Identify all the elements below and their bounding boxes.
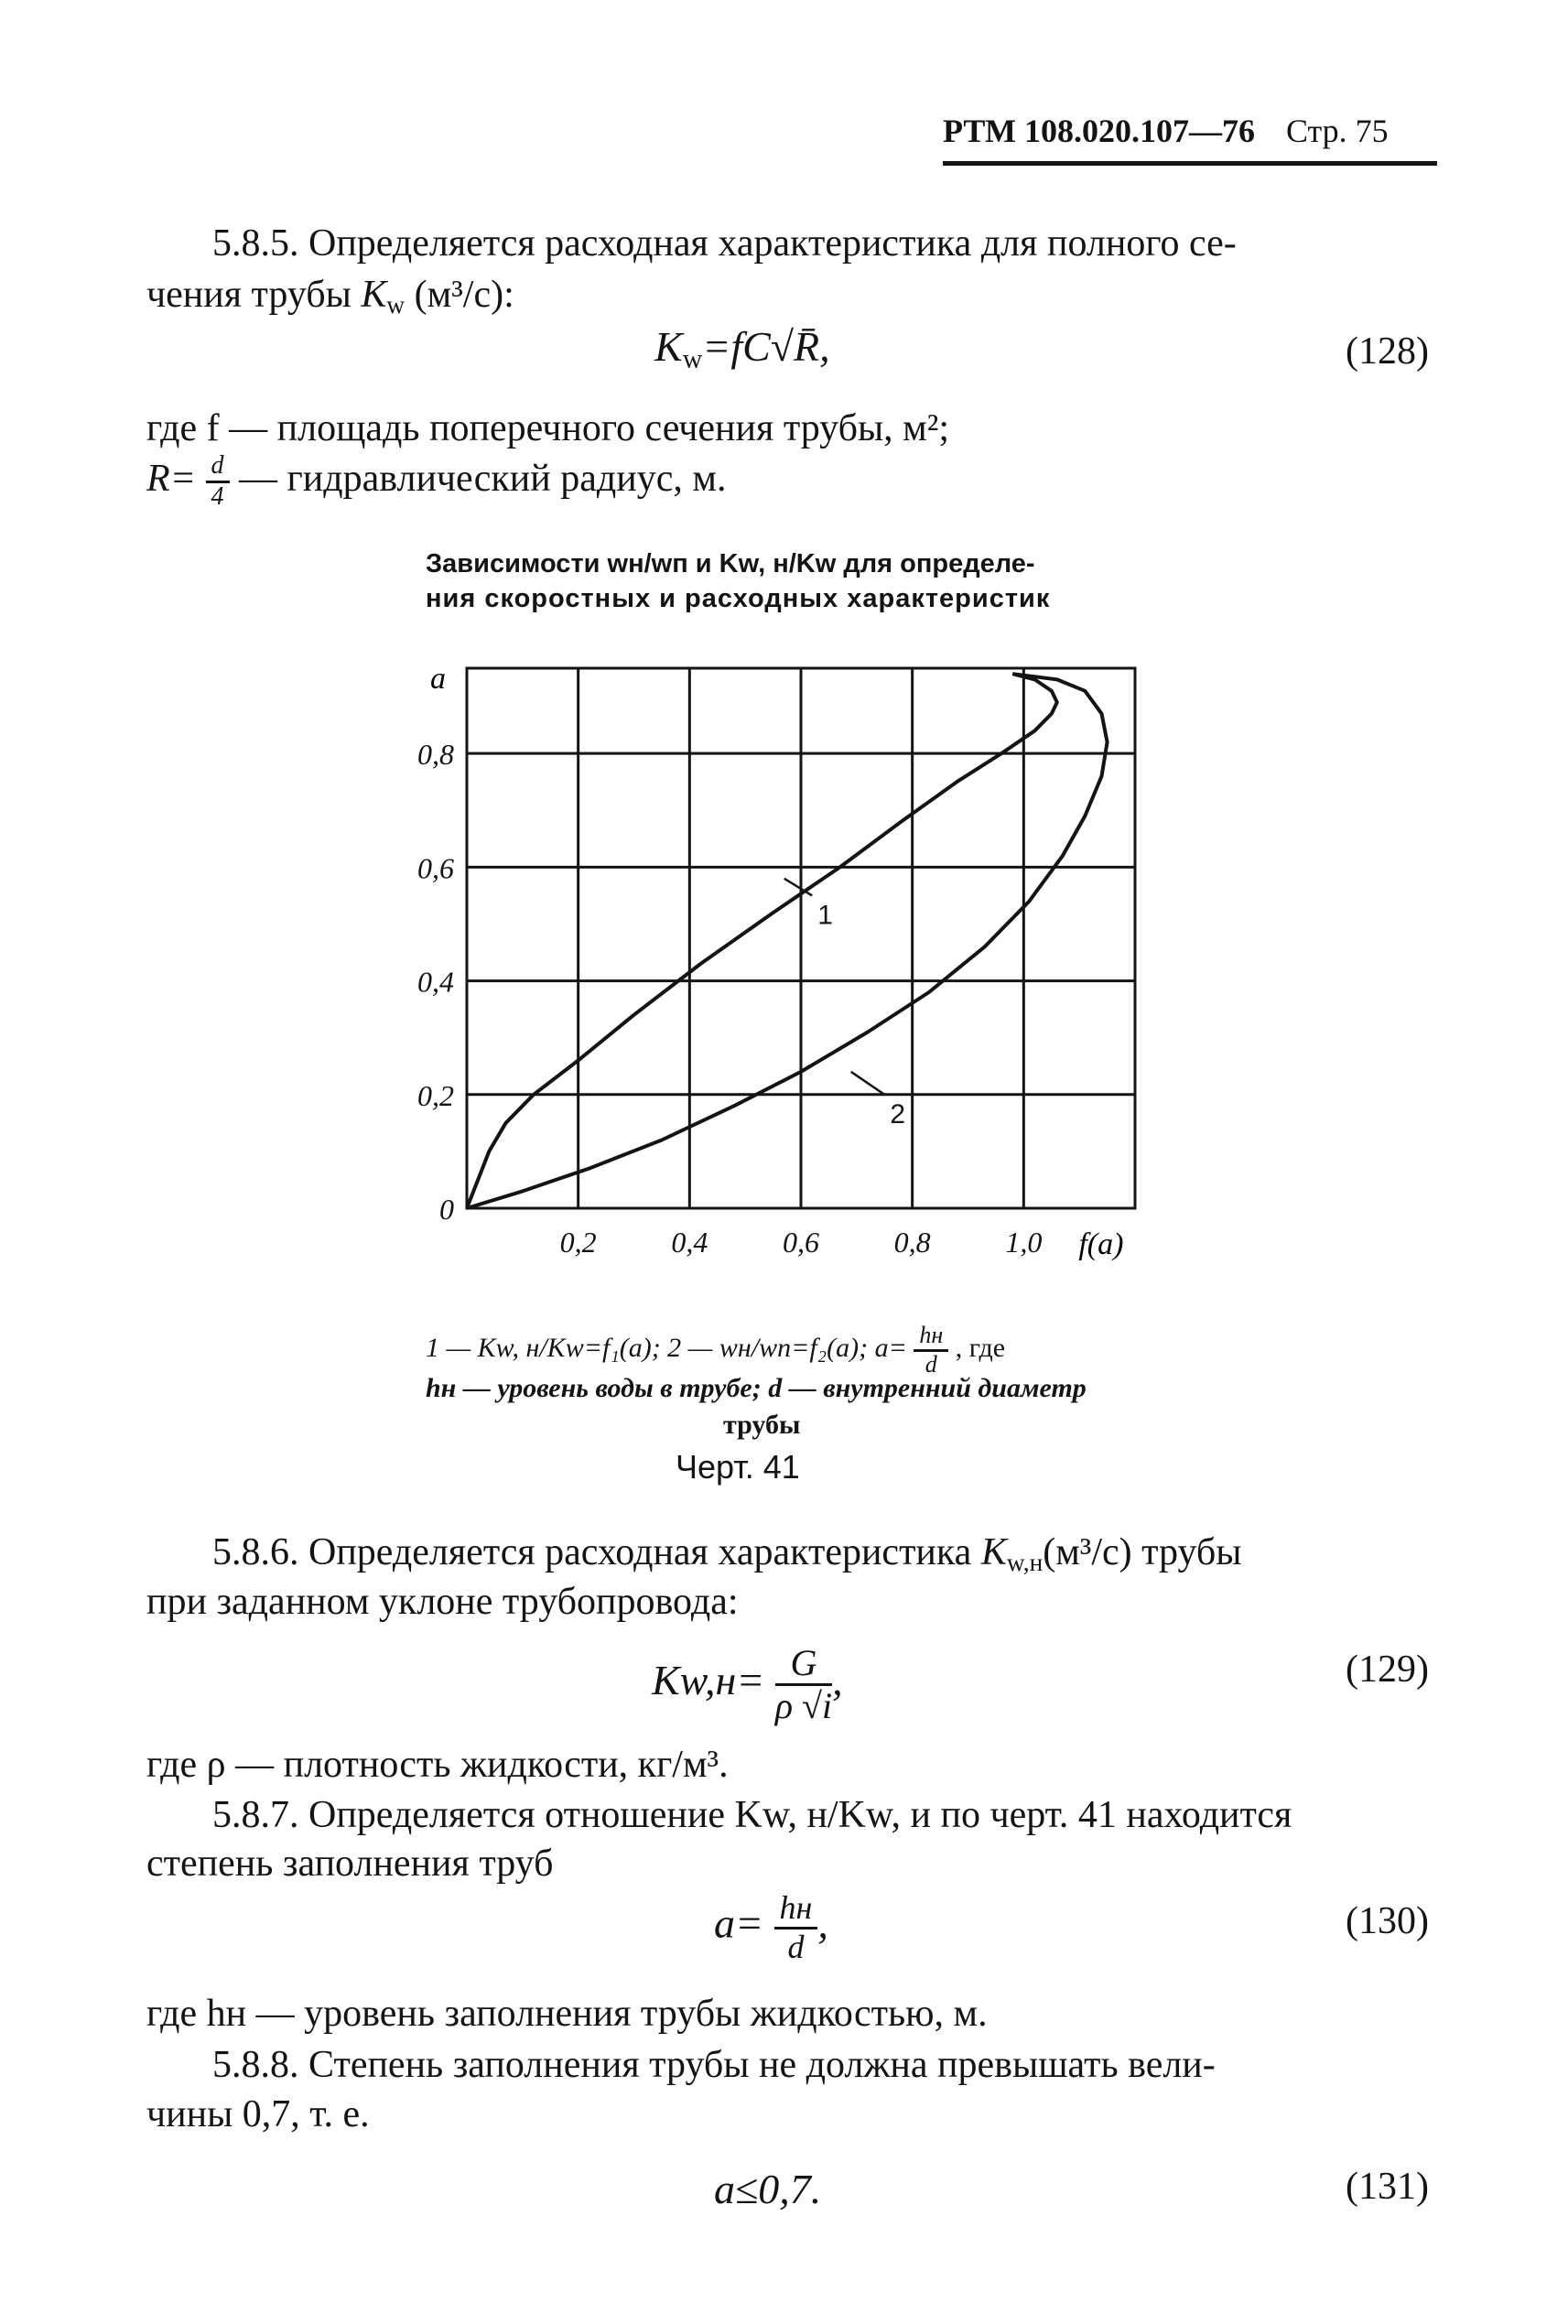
x-tick-label: 0,6 [783, 1226, 819, 1259]
figure-title-line1: Зависимости wн/wп и Kw, н/Kw для определе- [426, 549, 1035, 578]
figure-label: Черт. 41 [676, 1448, 800, 1486]
formula-128: $K_w=fC√R̄$, [654, 323, 830, 374]
chart-ticks [417, 738, 1042, 1259]
s588-line1: 5.8.8. Степень заполнения трубы не должна превышать вели- [212, 2044, 1216, 2086]
page-header [943, 112, 1437, 150]
s585-where-R: R= $\frac{d}{4}$ — гидравлический радиус, м. [146, 451, 727, 511]
x-tick-label: 0,2 [559, 1226, 597, 1259]
y-tick-label: 0,8 [417, 738, 454, 772]
x-axis-label: f(a) [1078, 1227, 1124, 1261]
s587-line2: степень заполнения труб [146, 1843, 554, 1885]
s586-where: где ρ — плотность жидкости, кг/м³. [146, 1744, 729, 1786]
formula-130-fraction: $\frac{hн}{d}$ [774, 1890, 818, 1965]
series-label-1: 1 [817, 900, 833, 931]
equation-number-130: (130) [1346, 1900, 1429, 1942]
x-tick-label: 0,8 [893, 1226, 931, 1259]
x-tick-label: 0,4 [671, 1226, 708, 1259]
figure-title-line2: ния скоростных и расходных характеристик [426, 584, 1051, 613]
s585-where-f: где f — площадь поперечного сечения трубы, м²; [146, 407, 950, 449]
s587-line1: 5.8.7. Определяется отношение Kw, н/Kw, и по черт. 41 находится [212, 1794, 1292, 1836]
document-code: РТМ 108.020.107—76 [943, 113, 1255, 149]
chart-figure-41 [403, 641, 1172, 1272]
y-tick-label: 0 [439, 1193, 454, 1226]
equation-number-128: (128) [1346, 330, 1429, 373]
figure-caption-line2: hн — уровень воды в трубе; d — внутренний диаметр [426, 1373, 1087, 1403]
s586-line2: при заданном уклоне трубопровода: [146, 1581, 739, 1623]
series-label-2: 2 [890, 1098, 906, 1130]
x-tick-label: 1,0 [1005, 1226, 1043, 1259]
s585-line1: 5.8.5. Определяется расходная характеристика для полного се- [212, 222, 1237, 265]
chart-grid [467, 668, 1135, 1208]
s586-line1: 5.8.6. Определяется расходная характеристика $K_{w,н}(м^3/с)$ трубы [212, 1531, 1242, 1576]
s588-line2: чины 0,7, т. е. [146, 2093, 370, 2135]
s587-where: где hн — уровень заполнения трубы жидкостью, м. [146, 1993, 988, 2035]
y-tick-label: 0,4 [417, 965, 454, 999]
y-axis-label: a [430, 662, 446, 696]
caption-fraction: $\frac{hн}{d}$ [914, 1323, 948, 1378]
page-number: Стр. 75 [1285, 113, 1389, 149]
equation-number-131: (131) [1346, 2166, 1429, 2208]
y-tick-label: 0,2 [417, 1078, 454, 1112]
R-fraction: $\frac{d}{4}$ [206, 452, 230, 512]
formula-129-fraction: $\frac{G}{\rho √i}$ [774, 1642, 833, 1726]
formula-129: Kw,н= $\frac{G}{\rho √i}$ , [652, 1642, 843, 1726]
y-tick-label: 0,6 [417, 851, 454, 885]
figure-caption-line3: трубы [723, 1410, 801, 1440]
s585-line2: чения трубы $K_w$ (м³/с): [146, 274, 514, 319]
formula-130: a= $\frac{hн}{d}$ , [714, 1889, 828, 1965]
formula-131: a≤0,7. [714, 2166, 822, 2212]
equation-number-129: (129) [1346, 1648, 1429, 1691]
annotation-leader-2 [851, 1072, 885, 1095]
figure-caption-line1: 1 — Kw, н/Kw=f₁(a); 2 — wн/wп=f₂(a); a= $\frac{hн}{d}$ , где [426, 1322, 1006, 1378]
header-rule [943, 161, 1437, 166]
